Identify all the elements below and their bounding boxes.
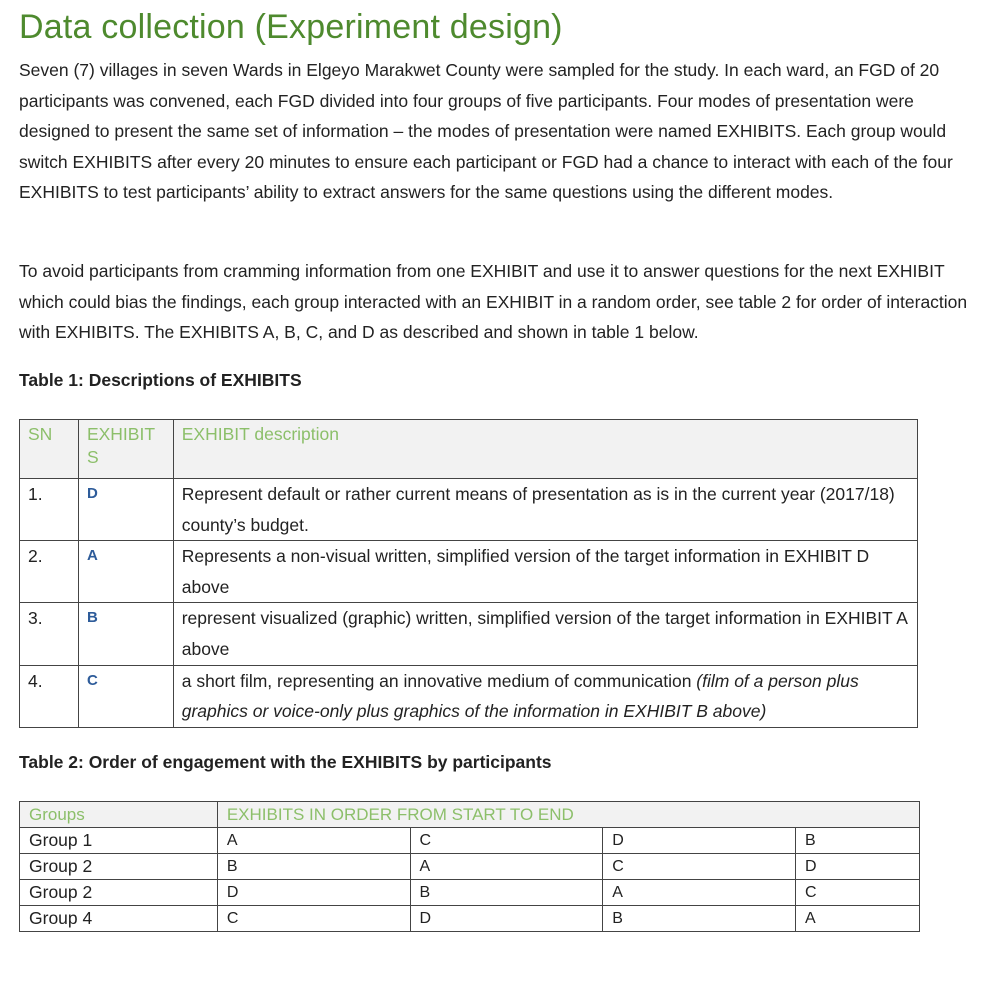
table2-caption: Table 2: Order of engagement with the EXHIBITS by participants — [19, 752, 552, 772]
order-cell: C — [603, 854, 796, 880]
row-exhibit: B — [78, 603, 173, 665]
row-exhibit: C — [78, 665, 173, 727]
order-cell: B — [410, 880, 603, 906]
order-cell: C — [795, 880, 919, 906]
row-sn: 2. — [20, 541, 79, 603]
group-cell: Group 4 — [20, 906, 218, 932]
order-cell: D — [603, 828, 796, 854]
order-cell: D — [410, 906, 603, 932]
table-row — [20, 479, 918, 541]
row-description-italic: (film of a person plus graphics or voice-only plus graphics of the information in EXHIBIT B above) — [181, 670, 859, 722]
row-description: Represents a non-visual written, simplified version of the target information in EXHIBIT D above — [173, 541, 917, 603]
table1-caption: Table 1: Descriptions of EXHIBITS — [19, 370, 302, 390]
row-description: Represent default or rather current means of presentation as is in the current year (2017/18) county’s budget. — [173, 479, 917, 541]
row-exhibit: D — [78, 479, 173, 541]
intro-paragraph: Seven (7) villages in seven Wards in Elgeyo Marakwet County were sampled for the study. In each ward, an FGD of 20 participants was convened, each FGD divided into four groups of five participants. Four modes of presentation were designed to present the same set of information – the modes of presentation were named EXHIBITS. Each group would switch EXHIBITS after every 20 minutes to ensure each participant or FGD had a chance to interact with each of the four EXHIBITS to test participants’ ability to extract answers for the same questions using the different modes. — [19, 60, 953, 203]
row-exhibit: A — [78, 541, 173, 603]
row-description-text: a short film, representing an innovative medium of communication — [181, 670, 697, 691]
group-cell: Group 2 — [20, 854, 218, 880]
order-cell: B — [603, 906, 796, 932]
column-header-order: EXHIBITS IN ORDER FROM START TO END — [217, 802, 919, 828]
order-cell: A — [217, 828, 410, 854]
order-cell: C — [410, 828, 603, 854]
row-sn: 4. — [20, 665, 79, 727]
table-row — [20, 828, 920, 854]
order-cell: A — [603, 880, 796, 906]
order-cell: A — [410, 854, 603, 880]
table-row — [20, 906, 920, 932]
order-cell: B — [217, 854, 410, 880]
table-row — [20, 541, 918, 603]
row-description: represent visualized (graphic) written, simplified version of the target information in EXHIBIT A above — [173, 603, 917, 665]
page-title: Data collection (Experiment design) — [19, 8, 563, 46]
table-row — [20, 854, 920, 880]
order-cell: B — [795, 828, 919, 854]
column-header-groups: Groups — [20, 802, 218, 828]
table-row — [20, 880, 920, 906]
order-cell: C — [217, 906, 410, 932]
order-cell: D — [217, 880, 410, 906]
group-cell: Group 2 — [20, 880, 218, 906]
order-cell: D — [795, 854, 919, 880]
group-cell: Group 1 — [20, 828, 218, 854]
row-sn: 1. — [20, 479, 79, 541]
column-header-description: EXHIBIT description — [173, 420, 917, 479]
row-sn: 3. — [20, 603, 79, 665]
order-cell: A — [795, 906, 919, 932]
engagement-order-table — [19, 801, 920, 932]
column-header-sn: SN — [20, 420, 79, 479]
table-row — [20, 665, 918, 727]
design-paragraph: To avoid participants from cramming information from one EXHIBIT and use it to answer questions for the next EXHIBIT which could bias the findings, each group interacted with an EXHIBIT in a random order, see table 2 for order of interaction with EXHIBITS. The EXHIBITS A, B, C, and D as described and shown in table 1 below. — [19, 261, 968, 343]
exhibits-description-table — [19, 419, 918, 728]
column-header-exhibits: EXHIBIT S — [78, 420, 173, 479]
table-row — [20, 603, 918, 665]
table-header-row — [20, 802, 920, 828]
table-header-row — [20, 420, 918, 479]
row-description — [173, 665, 917, 727]
